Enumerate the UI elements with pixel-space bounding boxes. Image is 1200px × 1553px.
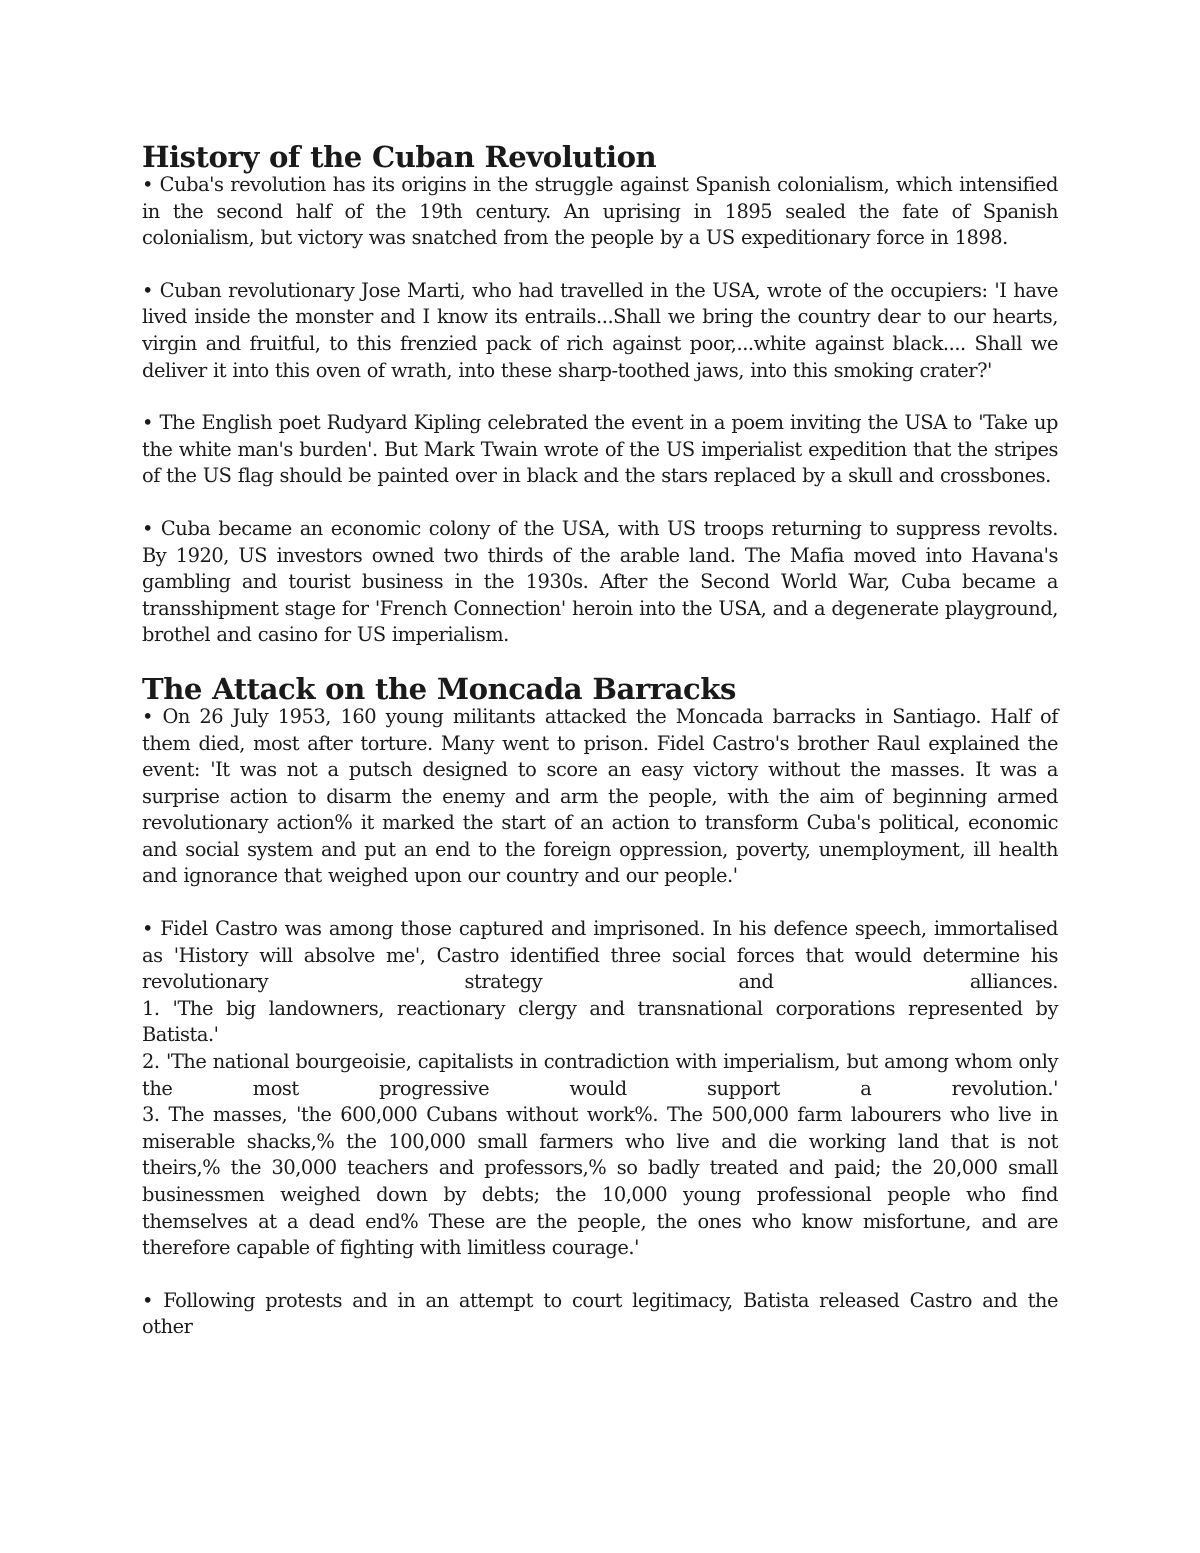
paragraph-batista-release: • Following protests and in an attempt to court legitimacy, Batista released Castro and the other xyxy=(142,1288,1058,1339)
section-heading-cuban-revolution: History of the Cuban Revolution xyxy=(142,140,657,174)
paragraph-moncada-attack: • On 26 July 1953, 160 young militants attacked the Moncada barracks in Santiago. Half of them died, most after torture. Many went to prison. Fidel Castro's brother Raul explained the event: 'It was not a putsch designed to score an easy victory without the masses. It was a surprise action to disarm the enemy and arm the people, with the aim of beginning armed revolutionary action% it marked the start of an action to transform Cuba's political, economic and social system and put an end to the foreign oppression, poverty, unemployment, ill health and ignorance that weighed upon our country and our people.' xyxy=(142,704,1058,888)
castro-defence-intro: • Fidel Castro was among those captured and imprisoned. In his defence speech, immortalised as 'History will absolve me', Castro identified three social forces that would determine his revolutionary strategy and alliances. xyxy=(142,917,1058,994)
paragraph-spanish-colonialism: • Cuba's revolution has its origins in the struggle against Spanish colonialism, which intensified in the second half of the 19th century. An uprising in 1895 sealed the fate of Spanish colonialism, but victory was snatched from the people by a US expeditionary force in 1898. xyxy=(142,173,1058,250)
social-force-item-1: 1. 'The big landowners, reactionary clergy and transnational corporations represented by Batista.' xyxy=(142,996,1058,1047)
document-page xyxy=(142,140,1058,1341)
paragraph-jose-marti: • Cuban revolutionary Jose Marti, who had travelled in the USA, wrote of the occupiers: 'I have lived inside the monster and I know its entrails...Shall we bring the country dear to our hearts, virgin and fruitful, to this frenzied pack of rich against poor,...white against black.... Shall we deliver it into this oven of wrath, into these sharp-toothed jaws, into this smoking crater?' xyxy=(142,278,1058,382)
section-heading-moncada-barracks: The Attack on the Moncada Barracks xyxy=(142,671,736,706)
social-force-item-3: 3. The masses, 'the 600,000 Cubans without work%. The 500,000 farm labourers who live in miserable shacks,% the 100,000 small farmers who live and die working land that is not theirs,% the 30,000 teachers and professors,% so badly treated and paid; the 20,000 small businessmen weighed down by debts; the 10,000 young professional people who find themselves at a dead end% These are the people, the ones who know misfortune, and are therefore capable of fighting with limitless courage.' xyxy=(142,1103,1058,1260)
paragraph-economic-colony: • Cuba became an economic colony of the USA, with US troops returning to suppress revolts. By 1920, US investors owned two thirds of the arable land. The Mafia moved into Havana's gambling and tourist business in the 1930s. After the Second World War, Cuba became a transshipment stage for 'French Connection' heroin into the USA, and a degenerate playground, brothel and casino for US imperialism. xyxy=(142,516,1058,647)
paragraph-history-will-absolve-me xyxy=(142,916,1058,1262)
social-force-item-2: 2. 'The national bourgeoisie, capitalists in contradiction with imperialism, but among whom only the most progressive would support a revolution.' xyxy=(142,1050,1058,1100)
paragraph-kipling-twain: • The English poet Rudyard Kipling celebrated the event in a poem inviting the USA to 'Take up the white man's burden'. But Mark Twain wrote of the US imperialist expedition that the stripes of the US flag should be painted over in black and the stars replaced by a skull and crossbones. xyxy=(142,411,1058,488)
